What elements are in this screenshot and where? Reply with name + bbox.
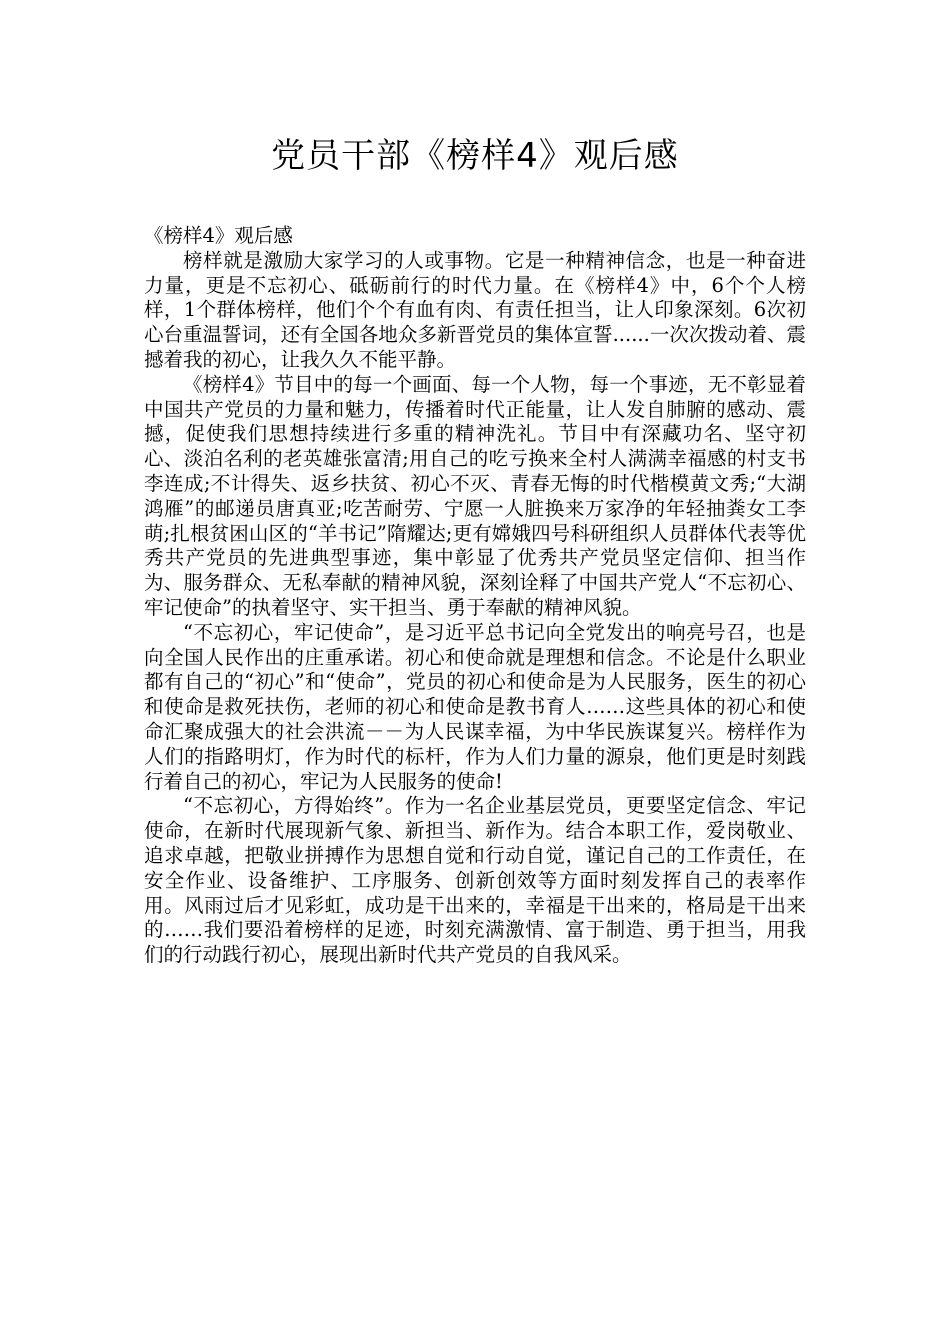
document-body	[144, 224, 806, 968]
paragraph-2: 《榜样4》节目中的每一个画面、每一个人物，每一个事迹，无不彰显着中国共产党员的力量和魅力，传播着时代正能量，让人发自肺腑的感动、震撼，促使我们思想持续进行多重的精神洗礼。节目中有深藏功名、坚守初心、淡泊名利的老英雄张富清;用自己的吃亏换来全村人满满幸福感的村支书李连成;不计得失、返乡扶贫、初心不灭、青春无悔的时代楷模黄文秀;“大湖鸿雁”的邮递员唐真亚;吃苦耐劳、宁愿一人脏换来万家净的年轻抽粪女工李萌;扎根贫困山区的“羊书记”隋耀达;更有嫦娥四号科研组织人员群体代表等优秀共产党员的先进典型事迹，集中彰显了优秀共产党员坚定信仰、担当作为、服务群众、无私奉献的精神风貌，深刻诠释了中国共产党人“不忘初心、牢记使命”的执着坚守、实干担当、勇于奉献的精神风貌。	[144, 372, 806, 619]
paragraph-3: “不忘初心，牢记使命”，是习近平总书记向全党发出的响亮号召，也是向全国人民作出的庄重承诺。初心和使命就是理想和信念。不论是什么职业都有自己的“初心”和“使命”，党员的初心和使命是为人民服务，医生的初心和使命是救死扶伤，老师的初心和使命是教书育人……这些具体的初心和使命汇聚成强大的社会洪流－－为人民谋幸福，为中华民族谋复兴。榜样作为人们的指路明灯，作为时代的标杆，作为人们力量的源泉，他们更是时刻践行着自己的初心，牢记为人民服务的使命!	[144, 620, 806, 793]
document-title: 党员干部《榜样4》观后感	[271, 136, 679, 176]
document-subtitle: 《榜样4》观后感	[144, 224, 293, 247]
paragraph-1: 榜样就是激励大家学习的人或事物。它是一种精神信念，也是一种奋进力量，更是不忘初心、砥砺前行的时代力量。在《榜样4》中，6个个人榜样，1个群体榜样，他们个个有血有肉、有责任担当，让人印象深刻。6次初心台重温誓词，还有全国各地众多新晋党员的集体宣誓......一次次拨动着、震撼着我的初心，让我久久不能平静。	[144, 248, 806, 371]
paragraph-4: “不忘初心，方得始终”。作为一名企业基层党员，更要坚定信念、牢记使命，在新时代展现新气象、新担当、新作为。结合本职工作，爱岗敬业、追求卓越，把敬业拼搏作为思想自觉和行动自觉，谨记自己的工作责任，在安全作业、设备维护、工序服务、创新创效等方面时刻发挥自己的表率作用。风雨过后才见彩虹，成功是干出来的，幸福是干出来的，格局是干出来的……我们要沿着榜样的足迹，时刻充满激情、富于制造、勇于担当，用我们的行动践行初心，展现出新时代共产党员的自我风采。	[144, 794, 806, 967]
